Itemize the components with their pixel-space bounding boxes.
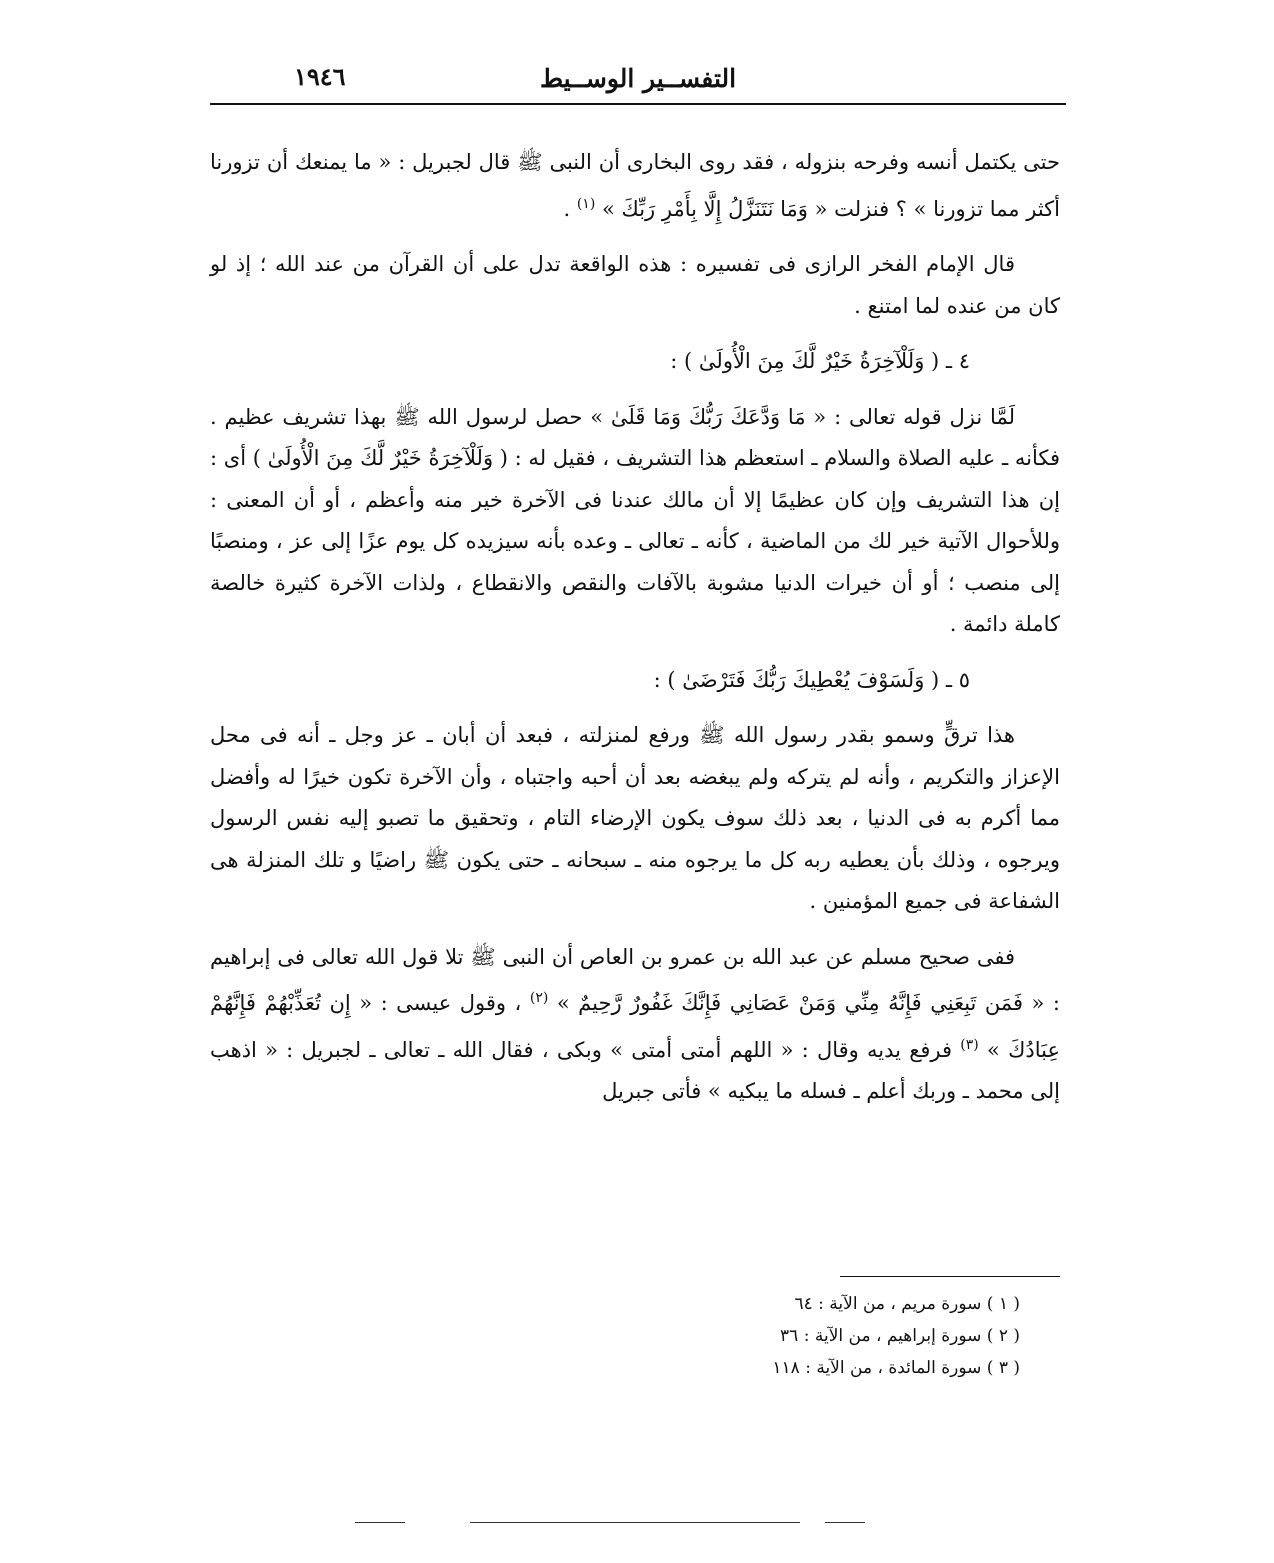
paragraph-5: ففى صحيح مسلم عن عبد الله بن عمرو بن العاص أن النبى ﷺ تلا قول الله تعالى فى إبراهيم : « فَمَن تَبِعَنِي فَإِنَّهُ مِنِّي وَمَنْ عَصَانِي فَإِنَّكَ غَفُورٌ رَّحِيمٌ » $^{(٢)}$ ، وقول عيسى : « إِن تُعَذِّبْهُمْ فَإِنَّهُمْ عِبَادُكَ » $^{(٣)}$ فرفع يديه وقال : « اللهم أمتى أمتى » وبكى ، فقال الله ـ تعالى ـ لجبريل : « اذهب إلى محمد ـ وربك أعلم ـ فسله ما يبكيه » فأتى جبريل <box>210 944 1061 1103</box>
footnotes <box>600 1288 1020 1384</box>
header-rule <box>210 103 1066 105</box>
footnote-marker-1: (١) <box>576 195 596 212</box>
page-header <box>210 62 1066 102</box>
paragraph-3: لَمَّا نزل قوله تعالى : « مَا وَدَّعَكَ رَبُّكَ وَمَا قَلَىٰ » حصل لرسول الله ﷺ بهذا تشريف عظيم . فكأنه ـ عليه الصلاة والسلام ـ استعظم هذا التشريف ، فقيل له : ( وَلَلْآخِرَةُ خَيْرٌ لَّكَ مِنَ الْأُولَىٰ ) أى : إن هذا التشريف وإن كان عظيمًا إلا أن مالك عندنا فى الآخرة خير منه وأعظم ، أو أن المعنى : وللأحوال الآتية خير لك من الماضية ، كأنه ـ تعالى ـ وعده بأنه سيزيده كل يوم عزًا إلى عز ، ومنصبًا إلى منصب ؛ أو أن خيرات الدنيا مشوبة بالآفات والنقص والانقطاع ، ولذات الآخرة كثيرة خالصة كاملة دائمة . <box>210 404 1060 636</box>
bottom-rule-marks <box>355 1522 915 1526</box>
footnote-3: ( ٣ ) سورة المائدة ، من الآية : ١١٨ <box>772 1358 1020 1378</box>
footnote-1: ( ١ ) سورة مريم ، من الآية : ٦٤ <box>794 1294 1020 1314</box>
footnote-2: ( ٢ ) سورة إبراهيم ، من الآية : ٣٦ <box>780 1326 1020 1346</box>
footnote-rule <box>840 1276 1060 1277</box>
running-title: التفســير الوســيط <box>539 64 737 93</box>
paragraph-4: هذا ترقٍّ وسمو بقدر رسول الله ﷺ ورفع لمنزلته ، فبعد أن أبان ـ عز وجل ـ أنه فى محل الإعزاز والتكريم ، وأنه لم يتركه ولم يبغضه بعد أن أحبه واجتباه ، وأن الآخرة تكون خيرًا له وأفضل مما أكرم به فى الدنيا ، بعد ذلك سوف يكون الإرضاء التام ، وتحقيق ما تصبو إليه نفس الرسول ويرجوه ، وذلك بأن يعطيه ربه كل ما يرجوه منه ـ سبحانه ـ حتى يكون ﷺ راضيًا و تلك المنزلة هى الشفاعة فى جميع المؤمنين . <box>210 723 1060 913</box>
paragraph-1: حتى يكتمل أنسه وفرحه بنزوله ، فقد روى البخارى أن النبى ﷺ قال لجبريل : « ما يمنعك أن تزورنا أكثر مما تزورنا » ؟ فنزلت « وَمَا نَتَنَزَّلُ إِلَّا بِأَمْرِ رَبِّكَ » $^{(١)}$ . <box>210 150 1060 221</box>
footnote-marker-3: (٣) <box>960 1036 979 1053</box>
footnote-marker-2: (٢) <box>529 990 549 1006</box>
verse-heading-4: ٤ ـ ( وَلَلْآخِرَةُ خَيْرٌ لَّكَ مِنَ الْأُولَىٰ ) : <box>670 349 970 373</box>
verse-heading-5: ٥ ـ ( وَلَسَوْفَ يُعْطِيكَ رَبُّكَ فَتَرْضَىٰ ) : <box>653 667 970 692</box>
main-text <box>210 142 1060 1123</box>
page-number: ١٩٤٦ <box>294 62 346 91</box>
paragraph-2: قال الإمام الفخر الرازى فى تفسيره : هذه الواقعة تدل على أن القرآن من عند الله ؛ إذ لو كان من عنده لما امتنع . <box>210 252 1060 318</box>
